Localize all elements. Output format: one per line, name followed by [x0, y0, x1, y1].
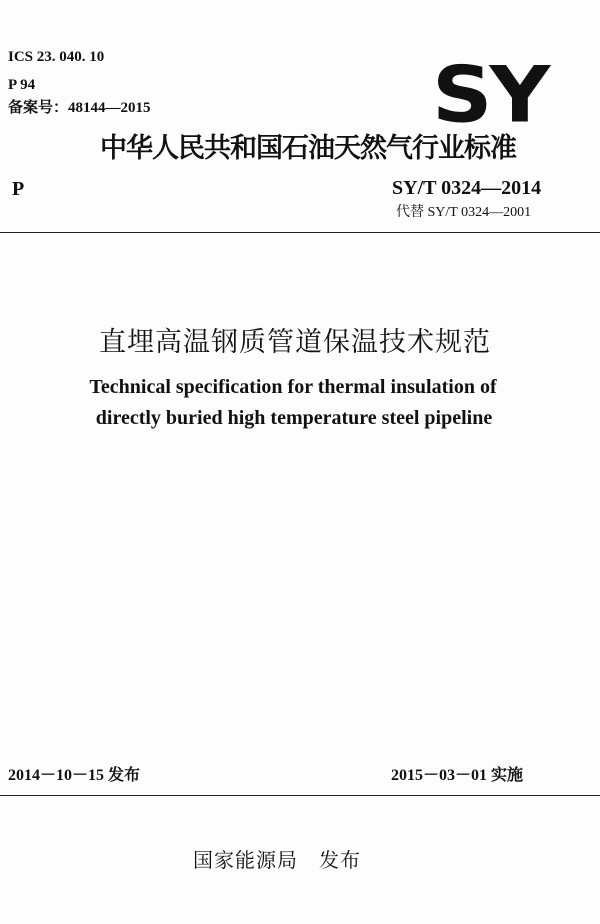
document-title-english-line-2: directly buried high temperature steel pipeline	[95, 407, 493, 429]
document-title-english-line-1: Technical specification for thermal insulation of	[89, 376, 497, 398]
category-letter: P	[12, 178, 25, 200]
bottom-divider	[0, 795, 600, 796]
issuing-authority: 国家能源局 发布	[193, 848, 361, 872]
top-divider	[0, 232, 600, 233]
document-title-chinese: 直埋高温钢质管道保温技术规范	[99, 327, 491, 358]
sy-logo: SY	[432, 49, 548, 140]
issue-date: 2014－10－15 发布	[8, 767, 141, 784]
classification-code: P 94	[8, 77, 36, 93]
implementation-date: 2015－03－01 实施	[391, 767, 524, 784]
ics-code: ICS 23. 040. 10	[8, 49, 105, 65]
standard-number: SY/T 0324—2014	[392, 177, 542, 199]
replaces-standard: 代替 SY/T 0324—2001	[396, 205, 532, 220]
filing-number: 备案号：48144—2015	[8, 100, 151, 116]
industry-standard-title: 中华人民共和国石油天然气行业标准	[100, 133, 516, 164]
